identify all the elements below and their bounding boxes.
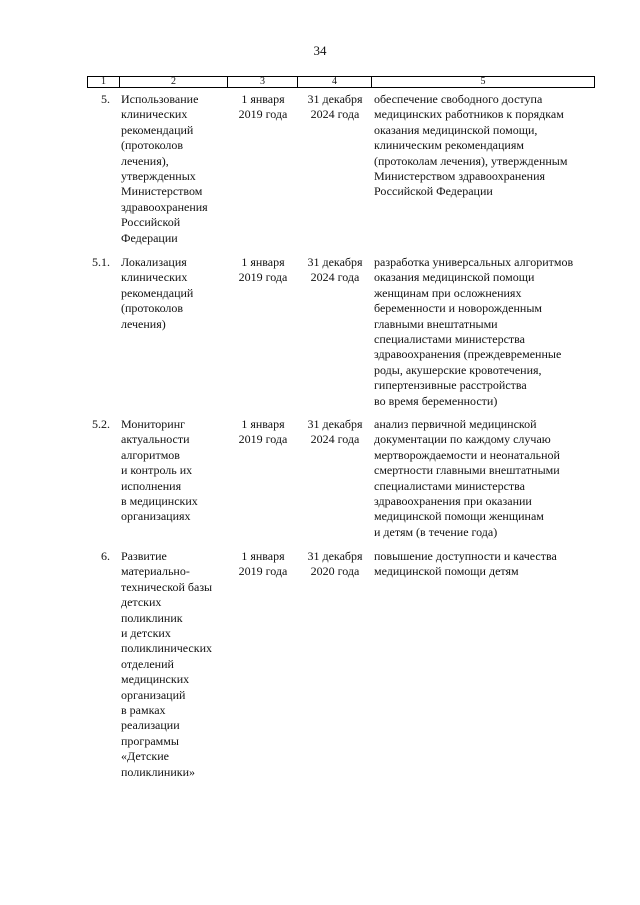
header-col-2: 2 [120,77,228,87]
row-start-date: 1 января 2019 года [238,92,288,122]
row-result: обеспечение свободного доступа медицинских работников к порядкам оказания медицинской помощи, клиническим рекомендациям (протоколам лечения), утвержденным Министерством здравоохранения Российской Федерации [374,92,568,199]
row-result: разработка универсальных алгоритмов оказания медицинской помощи женщинам при осложнениях беременности и новорожденным главными внештатными специалистами министерства здравоохранения (преждевременные роды, акушерские кровотечения, гипертензивные расстройства во время беременности) [374,255,574,408]
row-number: 5.2. [92,417,110,431]
row-end-date: 31 декабря 2024 года [307,417,363,447]
row-activity: Локализация клинических рекомендаций (протоколов лечения) [121,255,194,331]
row-number: 5. [101,92,110,106]
header-col-3: 3 [228,77,298,87]
row-number: 6. [101,549,110,563]
header-col-1: 1 [88,77,120,87]
row-activity: Мониторинг актуальности алгоритмов и контроль их исполнения в медицинских организациях [121,417,198,524]
header-col-5: 5 [480,76,486,87]
header-col-4: 4 [298,77,372,87]
row-end-date: 31 декабря 2024 года [307,92,363,122]
row-activity: Использование клинических рекомендаций (протоколов лечения), утвержденных Министерством здравоохранения Российской Федерации [121,92,208,245]
row-result: анализ первичной медицинской документации по каждому случаю мертворождаемости и неонатальной смертности главными внештатными специалистами министерства здравоохранения при оказании медицинской помощи женщинам и детям (в течение года) [374,417,560,539]
page-number: 34 [313,43,327,58]
row-start-date: 1 января 2019 года [238,255,288,285]
table-header [87,76,595,88]
row-number: 5.1. [92,255,110,269]
row-result: повышение доступности и качества медицинской помощи детям [374,549,557,579]
row-start-date: 1 января 2019 года [238,549,288,579]
row-activity: Развитие материально- технической базы детских поликлиник и детских поликлинических отделений медицинских организаций в рамках реализации программы «Детские поликлиники» [121,549,213,779]
row-end-date: 31 декабря 2024 года [307,255,363,285]
row-start-date: 1 января 2019 года [238,417,288,447]
row-end-date: 31 декабря 2020 года [307,549,363,579]
